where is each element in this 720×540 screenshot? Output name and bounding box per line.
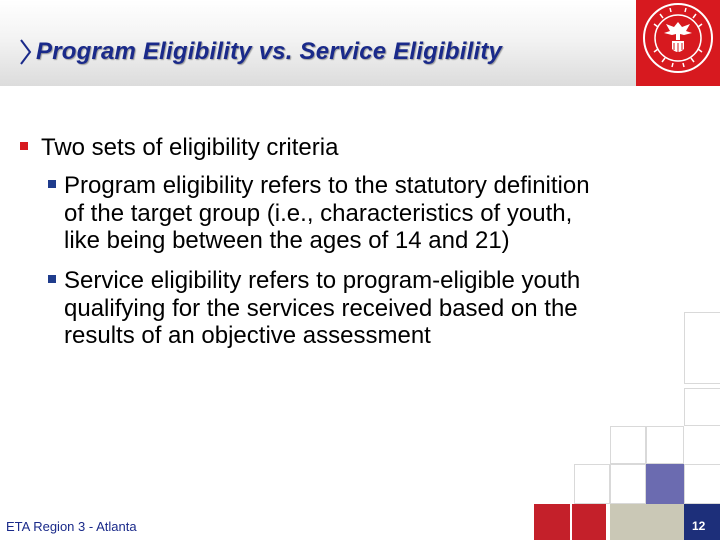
logo-box	[636, 0, 720, 86]
sub-bullet-line: results of an objective assessment	[64, 322, 431, 349]
deco-square	[572, 504, 606, 540]
page-number: 12	[692, 519, 706, 533]
deco-square	[646, 504, 684, 540]
deco-square	[684, 464, 720, 504]
sub-bullet-line: of the target group (i.e., characteristics of youth,	[64, 199, 573, 227]
deco-square	[610, 464, 646, 504]
deco-square	[646, 464, 684, 504]
dol-seal-icon	[640, 0, 716, 80]
slide-title: Program Eligibility vs. Service Eligibility	[36, 38, 503, 65]
sub-bullet-item	[48, 267, 688, 350]
bullet-text: Two sets of eligibility criteria	[41, 134, 339, 161]
sub-bullet-marker-icon	[48, 275, 56, 283]
footer-text: ETA Region 3 - Atlanta	[6, 519, 137, 534]
deco-square	[646, 426, 684, 464]
deco-square	[684, 388, 720, 426]
sub-bullet-line: like being between the ages of 14 and 21)	[64, 227, 510, 254]
sub-bullet-item	[48, 172, 688, 255]
sub-bullet-line: Service eligibility refers to program-eligible youth	[64, 267, 581, 294]
deco-square	[574, 464, 610, 504]
title-chevron-icon	[18, 38, 32, 66]
sub-bullet-marker-icon	[48, 180, 56, 188]
sub-bullet-line: qualifying for the services received based on the	[64, 294, 578, 322]
deco-square	[610, 426, 646, 464]
deco-square	[534, 504, 570, 540]
deco-square	[684, 312, 720, 384]
sub-bullet-line: Program eligibility refers to the statutory definition	[64, 172, 590, 199]
bullet-marker-icon	[20, 142, 28, 150]
bullet-item	[20, 134, 640, 162]
deco-square	[610, 504, 646, 540]
